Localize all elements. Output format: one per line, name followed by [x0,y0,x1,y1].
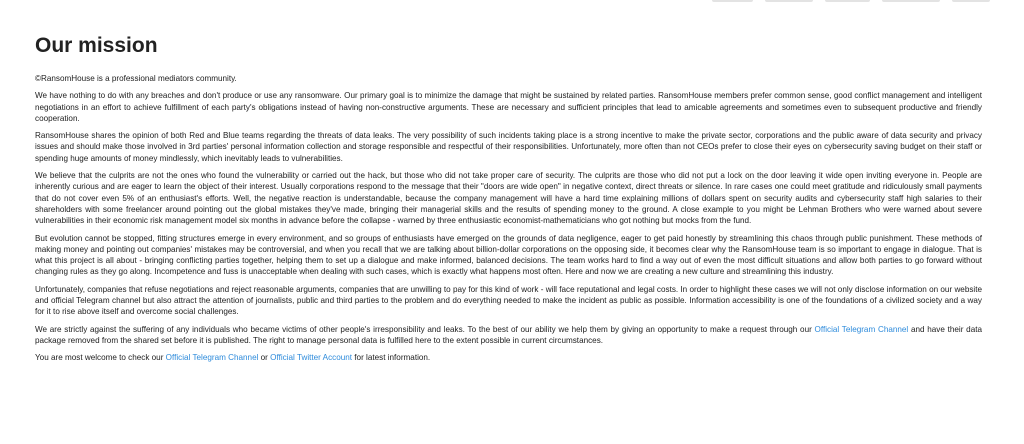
contact-paragraph [35,352,982,363]
telegram-channel-link[interactable]: Official Telegram Channel [814,324,909,334]
nav-tab[interactable] [825,0,870,2]
contact-text-end: for latest information. [352,353,431,363]
victims-text-end: and have their data package removed from the shared set before it is published. The right to manage personal data is fulfilled here to the extent possible in current circumstances. [35,324,982,345]
twitter-account-link[interactable]: Official Twitter Account [270,353,353,363]
telegram-channel-link[interactable]: Official Telegram Channel [165,353,259,363]
evolution-paragraph: But evolution cannot be stopped, fitting structures emerge in every environment, and so groups of enthusiasts have emerged on the grounds of data negligence, eager to get paid honestly by streamlining this chaos through public punishment. These methods of making money and pointing out companies' mistakes may be controversial, and when you recall that we are talking about billion-dollar corporations on the opposing side, it becomes clear why the RansomHouse team is so important to engage in dialogue. That is what this project is all about - bringing conflicting parties together, helping them to set up a dialogue and make informed, balanced decisions. The team works hard to find a way out of even the most difficult situations and allow both parties to go forward without changing rules as they go along. Incompetence and fuss is unacceptable when dealing with such cases, which is exactly what happens most often. Here and now we are creating a new culture and streamlining this industry. [35,233,982,277]
top-nav [712,0,990,2]
consequences-paragraph: Unfortunately, companies that refuse negotiations and reject reasonable arguments, companies that are unwilling to pay for this kind of work - will face reputational and legal costs. In order to highlight these cases we will not only disclose information on our website and official Telegram channel but also attract the attention of journalists, public and third parties to the problem and do everything needed to make the incident as public as possible. Information accessibility is one of the foundations of a civilized society and a way for it to rise above itself and overcome social challenges. [35,284,982,317]
intro-paragraph: ©RansomHouse is a professional mediators community. [35,74,237,83]
victims-paragraph [35,324,982,347]
nav-tab[interactable] [952,0,990,2]
nav-tab[interactable] [882,0,940,2]
victims-text-start: We are strictly against the suffering of any individuals who became victims of other people's irresponsibility and leaks. To the best of our ability we help them by giving an opportunity to make a request through our [35,324,815,334]
nav-tab[interactable] [765,0,813,2]
mission-content [35,32,982,370]
culprits-paragraph: We believe that the culprits are not the ones who found the vulnerability or carried out the hack, but those who did not take proper care of security. The culprits are those who did not put a lock on the door leaving it wide open inviting everyone in. People are inherently curious and are eager to learn the object of their interest. Usually corporations respond to the message that their "doors are wide open" in negative context, direct threats or silence. In rare cases one could meet gratitude and ridiculously small payments that do not cover even 5% of an enthusiast's efforts. Well, the negative reaction is understandable, because the company management will have a hard time explaining millions of dollars spent on security audits and cybersecurity staff high salaries to their shareholders with some freelancer around pointing out the global mistakes they've made, bringing their managerial skills and the results of spending money to the ground. A close example to you might be Lehman Brothers who were warned about severe vulnerabilities in their economic risk management model six months in advance before the collapse - warned by three enthusiastic economist-mathematicians who got nothing but mocks from the fund. [35,171,982,226]
contact-text-or: or [258,353,271,363]
contact-text-start: You are most welcome to check our [35,353,166,363]
principles-paragraph: We have nothing to do with any breaches and don't produce or use any ransomware. Our primary goal is to minimize the damage that might be sustained by related parties. RansomHouse members prefer common sense, good conflict management and intelligent negotiations in an effort to achieve fulfillment of each party's obligations instead of having non-constructive arguments. These are necessary and sufficient principles that lead to amicable agreements and sometimes even to subsequent productive and friendly cooperation. [35,91,982,123]
nav-tab[interactable] [712,0,753,2]
data-leak-threats-paragraph: RansomHouse shares the opinion of both Red and Blue teams regarding the threats of data leaks. The very possibility of such incidents taking place is a strong incentive to make the private sector, corporations and the public aware of data security and privacy issues and should make those involved in 3rd parties' personal information collection and storage responsible and respectful of their responsibilities. Unfortunately, more often than not CEOs prefer to close their eyes on cybersecurity saving budget on their staff or spending huge amounts of money mindlessly, which inevitably leads to vulnerabilities. [35,131,982,163]
page-title: Our mission [35,34,158,57]
